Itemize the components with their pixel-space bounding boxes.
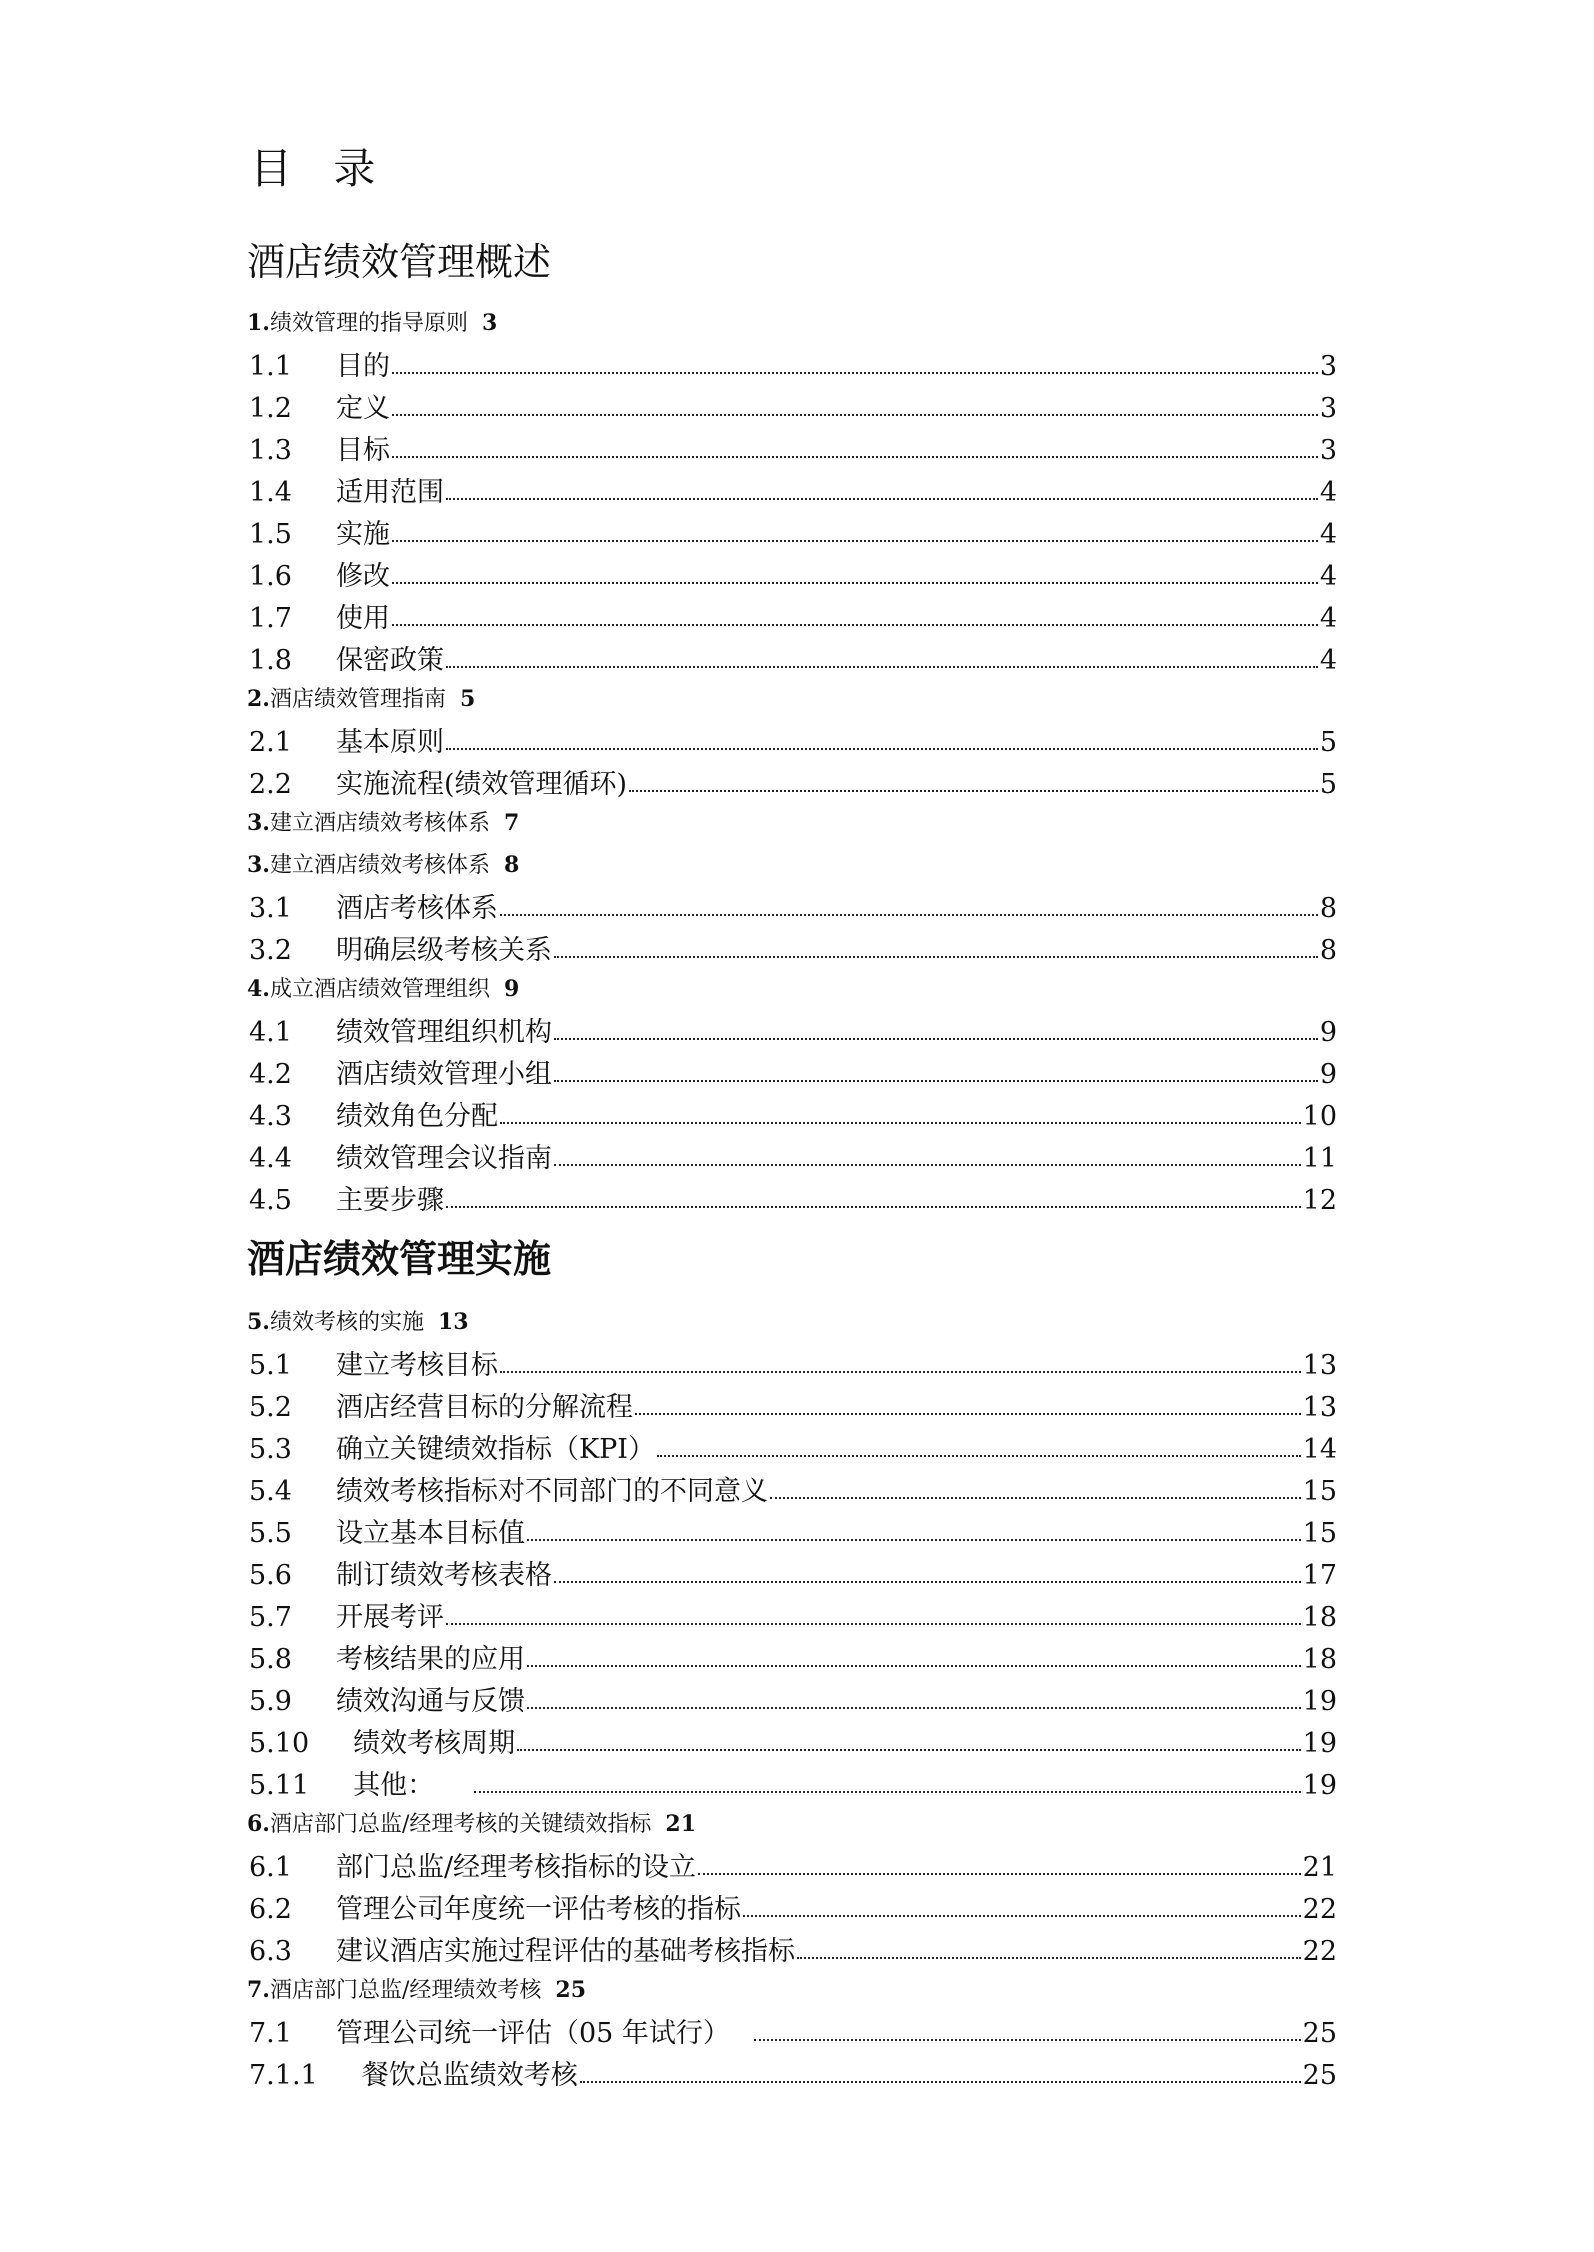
- toc-entry-3-2[interactable]: 3.2 明确层级考核关系 8: [249, 935, 1337, 966]
- entry-page: 19: [1302, 1770, 1337, 1801]
- toc-entry-4-1[interactable]: 4.1 绩效管理组织机构 9: [249, 1017, 1337, 1048]
- entry-label: 管理公司年度统一评估考核的指标: [335, 1894, 741, 1925]
- entry-label: 绩效管理会议指南: [335, 1143, 552, 1174]
- dot-leader: [527, 1665, 1301, 1667]
- entry-label: 使用: [335, 603, 390, 634]
- dot-leader: [554, 956, 1318, 958]
- toc-entry-1-6[interactable]: 1.6 修改 4: [249, 561, 1337, 592]
- toc-entry-1-1[interactable]: 1.1 目的 3: [249, 351, 1337, 382]
- dot-leader: [446, 1623, 1301, 1625]
- dot-leader: [554, 1080, 1318, 1082]
- part-title-overview: 酒店绩效管理概述: [247, 240, 552, 284]
- entry-label: 绩效沟通与反馈: [335, 1686, 525, 1717]
- toc-entry-5-5[interactable]: 5.5 设立基本目标值 15: [249, 1518, 1337, 1549]
- toc-entry-4-3[interactable]: 4.3 绩效角色分配 10: [249, 1101, 1337, 1132]
- dot-leader: [500, 1122, 1301, 1124]
- toc-entry-5-9[interactable]: 5.9 绩效沟通与反馈 19: [249, 1686, 1337, 1717]
- toc-entry-5-7[interactable]: 5.7 开展考评 18: [249, 1602, 1337, 1633]
- toc-entry-4-2[interactable]: 4.2 酒店绩效管理小组 9: [249, 1059, 1337, 1090]
- toc-entry-5-2[interactable]: 5.2 酒店经营目标的分解流程 13: [249, 1392, 1337, 1423]
- entry-page: 3: [1319, 435, 1337, 466]
- dot-leader: [500, 914, 1318, 916]
- toc-entry-1-5[interactable]: 1.5 实施 4: [249, 519, 1337, 550]
- entry-page: 17: [1302, 1560, 1337, 1591]
- chapter-heading-2[interactable]: 2.酒店绩效管理指南 5: [247, 686, 476, 712]
- dot-leader: [446, 498, 1318, 500]
- entry-label: 管理公司统一评估（05 年试行）: [335, 2018, 730, 2049]
- toc-entry-5-11[interactable]: 5.11 其他： 19: [249, 1770, 1337, 1801]
- toc-entry-7-1[interactable]: 7.1 管理公司统一评估（05 年试行） 25: [249, 2018, 1337, 2049]
- chapter-title: 酒店部门总监/经理考核的关键绩效指标: [269, 1812, 652, 1837]
- entry-page: 8: [1319, 935, 1337, 966]
- entry-page: 15: [1302, 1476, 1337, 1507]
- entry-page: 4: [1319, 603, 1337, 634]
- chapter-title: 成立酒店绩效管理组织: [269, 977, 490, 1002]
- entry-label: 实施流程(绩效管理循环): [335, 769, 628, 800]
- entry-page: 5: [1319, 727, 1337, 758]
- entry-label: 酒店经营目标的分解流程: [335, 1392, 633, 1423]
- chapter-page: 8: [503, 852, 520, 878]
- dot-leader: [474, 1791, 1301, 1793]
- dot-leader: [554, 1038, 1318, 1040]
- chapter-page: 25: [555, 1977, 587, 2003]
- chapter-page: 5: [459, 686, 476, 712]
- entry-label: 保密政策: [335, 645, 444, 676]
- entry-page: 18: [1302, 1602, 1337, 1633]
- toc-entry-1-3[interactable]: 1.3 目标 3: [249, 435, 1337, 466]
- chapter-title: 酒店绩效管理指南: [269, 687, 446, 712]
- toc-entry-2-1[interactable]: 2.1 基本原则 5: [249, 727, 1337, 758]
- chapter-page: 21: [665, 1811, 697, 1837]
- toc-entry-1-2[interactable]: 1.2 定义 3: [249, 393, 1337, 424]
- dot-leader: [527, 1539, 1301, 1541]
- toc-entry-4-4[interactable]: 4.4 绩效管理会议指南 11: [249, 1143, 1337, 1174]
- entry-page: 13: [1302, 1350, 1337, 1381]
- entry-label: 其他：: [353, 1770, 435, 1801]
- entry-page: 18: [1302, 1644, 1337, 1675]
- entry-label: 基本原则: [335, 727, 444, 758]
- entry-label: 主要步骤: [335, 1185, 444, 1216]
- toc-entry-5-3[interactable]: 5.3 确立关键绩效指标（KPI） 14: [249, 1434, 1337, 1465]
- entry-page: 15: [1302, 1518, 1337, 1549]
- entry-page: 22: [1302, 1936, 1337, 1967]
- dot-leader: [392, 456, 1318, 458]
- dot-leader: [629, 790, 1318, 792]
- entry-page: 8: [1319, 893, 1337, 924]
- chapter-title: 绩效考核的实施: [269, 1310, 424, 1335]
- entry-label: 部门总监/经理考核指标的设立: [335, 1852, 697, 1883]
- dot-leader: [527, 1707, 1301, 1709]
- entry-label: 考核结果的应用: [335, 1644, 525, 1675]
- dot-leader: [797, 1957, 1301, 1959]
- toc-entry-1-4[interactable]: 1.4 适用范围 4: [249, 477, 1337, 508]
- toc-entry-3-1[interactable]: 3.1 酒店考核体系 8: [249, 893, 1337, 924]
- entry-label: 开展考评: [335, 1602, 444, 1633]
- entry-label: 目的: [335, 351, 390, 382]
- entry-page: 25: [1302, 2060, 1337, 2091]
- entry-page: 13: [1302, 1392, 1337, 1423]
- entry-page: 5: [1319, 769, 1337, 800]
- entry-page: 3: [1319, 393, 1337, 424]
- entry-page: 19: [1302, 1728, 1337, 1759]
- toc-title: 目 录: [250, 144, 390, 193]
- chapter-heading-5[interactable]: 5.绩效考核的实施 13: [247, 1309, 469, 1335]
- chapter-page: 9: [503, 976, 520, 1002]
- chapter-heading-1[interactable]: 1.绩效管理的指导原则 3: [247, 310, 498, 336]
- chapter-heading-3b[interactable]: 3.建立酒店绩效考核体系 8: [247, 852, 520, 878]
- chapter-page: 13: [437, 1309, 469, 1335]
- entry-label: 绩效角色分配: [335, 1101, 498, 1132]
- chapter-page: 3: [481, 310, 498, 336]
- entry-page: 12: [1302, 1185, 1337, 1216]
- entry-label: 绩效管理组织机构: [335, 1017, 552, 1048]
- entry-page: 9: [1319, 1017, 1337, 1048]
- entry-page: 22: [1302, 1894, 1337, 1925]
- dot-leader: [392, 414, 1318, 416]
- toc-entry-7-1-1[interactable]: 7.1.1 餐饮总监绩效考核 25: [249, 2060, 1337, 2091]
- entry-label: 确立关键绩效指标（KPI）: [335, 1434, 655, 1465]
- toc-entry-4-5[interactable]: 4.5 主要步骤 12: [249, 1185, 1337, 1216]
- dot-leader: [698, 1873, 1301, 1875]
- entry-page: 4: [1319, 477, 1337, 508]
- entry-label: 适用范围: [335, 477, 444, 508]
- dot-leader: [580, 2081, 1301, 2083]
- entry-label: 修改: [335, 561, 390, 592]
- dot-leader: [554, 1164, 1301, 1166]
- chapter-heading-4[interactable]: 4.成立酒店绩效管理组织 9: [247, 976, 520, 1002]
- entry-page: 25: [1302, 2018, 1337, 2049]
- chapter-heading-3a[interactable]: 3.建立酒店绩效考核体系 7: [247, 810, 520, 836]
- entry-label: 目标: [335, 435, 390, 466]
- entry-page: 19: [1302, 1686, 1337, 1717]
- entry-page: 21: [1302, 1852, 1337, 1883]
- chapter-page: 7: [503, 810, 520, 836]
- chapter-title: 酒店部门总监/经理绩效考核: [269, 1978, 542, 2003]
- entry-page: 11: [1302, 1143, 1337, 1174]
- dot-leader: [743, 1915, 1301, 1917]
- entry-page: 4: [1319, 645, 1337, 676]
- toc-entry-5-4[interactable]: 5.4 绩效考核指标对不同部门的不同意义 15: [249, 1476, 1337, 1507]
- entry-label: 制订绩效考核表格: [335, 1560, 552, 1591]
- dot-leader: [392, 582, 1318, 584]
- toc-entry-6-3[interactable]: 6.3 建议酒店实施过程评估的基础考核指标 22: [249, 1936, 1337, 1967]
- dot-leader: [446, 1206, 1301, 1208]
- dot-leader: [517, 1749, 1301, 1751]
- entry-label: 明确层级考核关系: [335, 935, 552, 966]
- chapter-title: 绩效管理的指导原则: [269, 311, 468, 336]
- entry-page: 14: [1302, 1434, 1337, 1465]
- dot-leader: [446, 666, 1318, 668]
- dot-leader: [446, 748, 1318, 750]
- toc-entry-1-7[interactable]: 1.7 使用 4: [249, 603, 1337, 634]
- toc-entry-2-2[interactable]: 2.2 实施流程(绩效管理循环) 5: [249, 769, 1337, 800]
- entry-label: 绩效考核周期: [353, 1728, 516, 1759]
- entry-label: 建议酒店实施过程评估的基础考核指标: [335, 1936, 795, 1967]
- entry-label: 实施: [335, 519, 390, 550]
- dot-leader: [770, 1497, 1301, 1499]
- entry-label: 建立考核目标: [335, 1350, 498, 1381]
- toc-entry-6-1[interactable]: 6.1 部门总监/经理考核指标的设立 21: [249, 1852, 1337, 1883]
- chapter-heading-6[interactable]: 6.酒店部门总监/经理考核的关键绩效指标 21: [247, 1811, 697, 1837]
- dot-leader: [500, 1371, 1301, 1373]
- dot-leader: [554, 1581, 1301, 1583]
- dot-leader: [754, 2039, 1301, 2041]
- dot-leader: [392, 372, 1318, 374]
- dot-leader: [635, 1413, 1301, 1415]
- toc-entry-5-8[interactable]: 5.8 考核结果的应用 18: [249, 1644, 1337, 1675]
- dot-leader: [392, 540, 1318, 542]
- dot-leader: [392, 624, 1318, 626]
- entry-page: 4: [1319, 561, 1337, 592]
- entry-page: 9: [1319, 1059, 1337, 1090]
- entry-page: 3: [1319, 351, 1337, 382]
- part-title-implementation: 酒店绩效管理实施: [247, 1236, 552, 1281]
- toc-entry-5-10[interactable]: 5.10 绩效考核周期 19: [249, 1728, 1337, 1759]
- entry-page: 10: [1302, 1101, 1337, 1132]
- chapter-title: 建立酒店绩效考核体系: [269, 811, 490, 836]
- entry-label: 设立基本目标值: [335, 1518, 525, 1549]
- toc-entry-5-6[interactable]: 5.6 制订绩效考核表格 17: [249, 1560, 1337, 1591]
- chapter-title: 建立酒店绩效考核体系: [269, 853, 490, 878]
- entry-label: 酒店绩效管理小组: [335, 1059, 552, 1090]
- entry-label: 绩效考核指标对不同部门的不同意义: [335, 1476, 768, 1507]
- entry-label: 定义: [335, 393, 390, 424]
- toc-entry-5-1[interactable]: 5.1 建立考核目标 13: [249, 1350, 1337, 1381]
- chapter-heading-7[interactable]: 7.酒店部门总监/经理绩效考核 25: [247, 1977, 587, 2003]
- entry-label: 餐饮总监绩效考核: [361, 2060, 578, 2091]
- toc-entry-1-8[interactable]: 1.8 保密政策 4: [249, 645, 1337, 676]
- toc-entry-6-2[interactable]: 6.2 管理公司年度统一评估考核的指标 22: [249, 1894, 1337, 1925]
- entry-label: 酒店考核体系: [335, 893, 498, 924]
- dot-leader: [657, 1455, 1301, 1457]
- entry-page: 4: [1319, 519, 1337, 550]
